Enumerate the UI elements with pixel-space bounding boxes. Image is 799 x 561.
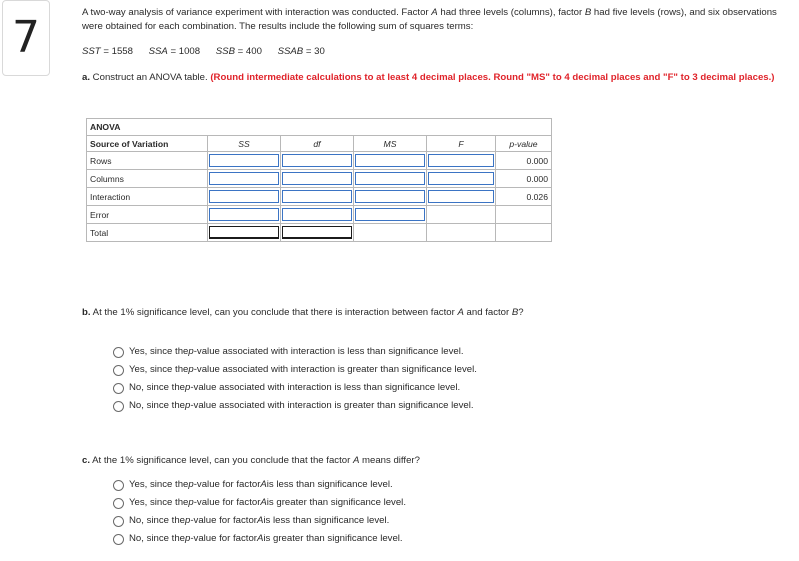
part-a-instruction: (Round intermediate calculations to at least 4 decimal places. Round "MS" to 4 decimal places and "F" to 3 decimal places.) [210, 72, 775, 83]
part-a-prompt [82, 71, 794, 85]
header-ss: SS [208, 136, 281, 152]
intro-text: had five levels (rows), and six observations were obtained for each combination. The results include the following sum of squares terms: [82, 7, 777, 32]
header-p-value: p-value [496, 136, 552, 152]
df-error-input[interactable] [282, 208, 352, 221]
intro-text: A two-way analysis of variance experiment with interaction was conducted. Factor [82, 7, 432, 18]
part-b-option-4[interactable]: No, since the p -value associated with interaction is greater than significance level. [113, 397, 477, 415]
part-b-option-3[interactable]: No, since the p -value associated with interaction is less than significance level. [113, 379, 477, 397]
part-b-options [113, 343, 477, 415]
ss-error-input[interactable] [209, 208, 279, 221]
radio-button[interactable] [113, 516, 124, 527]
part-b-prompt: b. At the 1% significance level, can you conclude that there is interaction between factor A and factor B? [82, 307, 524, 318]
source-interaction: Interaction [87, 188, 208, 206]
anova-table [86, 118, 552, 242]
question-intro [82, 6, 792, 34]
ss-total-input[interactable] [209, 226, 279, 239]
part-b-option-2[interactable]: Yes, since the p -value associated with interaction is greater than significance level. [113, 361, 477, 379]
source-total: Total [87, 224, 208, 242]
radio-button[interactable] [113, 480, 124, 491]
table-row [87, 224, 552, 242]
part-a-label: a. [82, 72, 91, 83]
ms-columns-input[interactable] [355, 172, 425, 185]
ms-interaction-input[interactable] [355, 190, 425, 203]
ms-rows-input[interactable] [355, 154, 425, 167]
table-row [87, 206, 552, 224]
ssab-term: SSAB = 30 [277, 46, 325, 57]
radio-button[interactable] [113, 365, 124, 376]
ss-rows-input[interactable] [209, 154, 279, 167]
part-c-prompt: c. At the 1% significance level, can you conclude that the factor A means differ? [82, 455, 420, 466]
radio-button[interactable] [113, 383, 124, 394]
radio-button[interactable] [113, 534, 124, 545]
df-interaction-input[interactable] [282, 190, 352, 203]
part-b-option-1[interactable]: Yes, since the p -value associated with interaction is less than significance level. [113, 343, 477, 361]
table-row [87, 152, 552, 170]
radio-button[interactable] [113, 401, 124, 412]
sst-term: SST = 1558 [82, 46, 133, 57]
df-total-input[interactable] [282, 226, 352, 239]
header-df: df [281, 136, 354, 152]
source-columns: Columns [87, 170, 208, 188]
ms-error-input[interactable] [355, 208, 425, 221]
question-number: 7 [2, 0, 50, 76]
part-c-option-4[interactable]: No, since the p -value for factor A is greater than significance level. [113, 530, 406, 548]
f-interaction-input[interactable] [428, 190, 494, 203]
f-rows-input[interactable] [428, 154, 494, 167]
header-source: Source of Variation [87, 136, 208, 152]
anova-title: ANOVA [87, 119, 552, 136]
ss-interaction-input[interactable] [209, 190, 279, 203]
ssa-term: SSA = 1008 [148, 46, 201, 57]
sum-of-squares-terms [82, 46, 338, 57]
factor-a-label: A [431, 7, 438, 18]
ssb-term: SSB = 400 [215, 46, 262, 57]
table-row [87, 170, 552, 188]
factor-b-label: B [584, 7, 592, 18]
df-columns-input[interactable] [282, 172, 352, 185]
radio-button[interactable] [113, 498, 124, 509]
source-rows: Rows [87, 152, 208, 170]
source-error: Error [87, 206, 208, 224]
part-c-options [113, 476, 406, 548]
radio-button[interactable] [113, 347, 124, 358]
df-rows-input[interactable] [282, 154, 352, 167]
header-f: F [427, 136, 496, 152]
part-c-option-2[interactable]: Yes, since the p -value for factor A is greater than significance level. [113, 494, 406, 512]
p-value-columns: 0.000 [496, 170, 552, 188]
intro-text: had three levels (columns), factor [437, 7, 585, 18]
part-c-option-1[interactable]: Yes, since the p -value for factor A is less than significance level. [113, 476, 406, 494]
f-columns-input[interactable] [428, 172, 494, 185]
header-ms: MS [354, 136, 427, 152]
part-c-option-3[interactable]: No, since the p -value for factor A is less than significance level. [113, 512, 406, 530]
p-value-rows: 0.000 [496, 152, 552, 170]
table-row [87, 188, 552, 206]
part-a-text: Construct an ANOVA table. [90, 72, 211, 83]
p-value-interaction: 0.026 [496, 188, 552, 206]
ss-columns-input[interactable] [209, 172, 279, 185]
